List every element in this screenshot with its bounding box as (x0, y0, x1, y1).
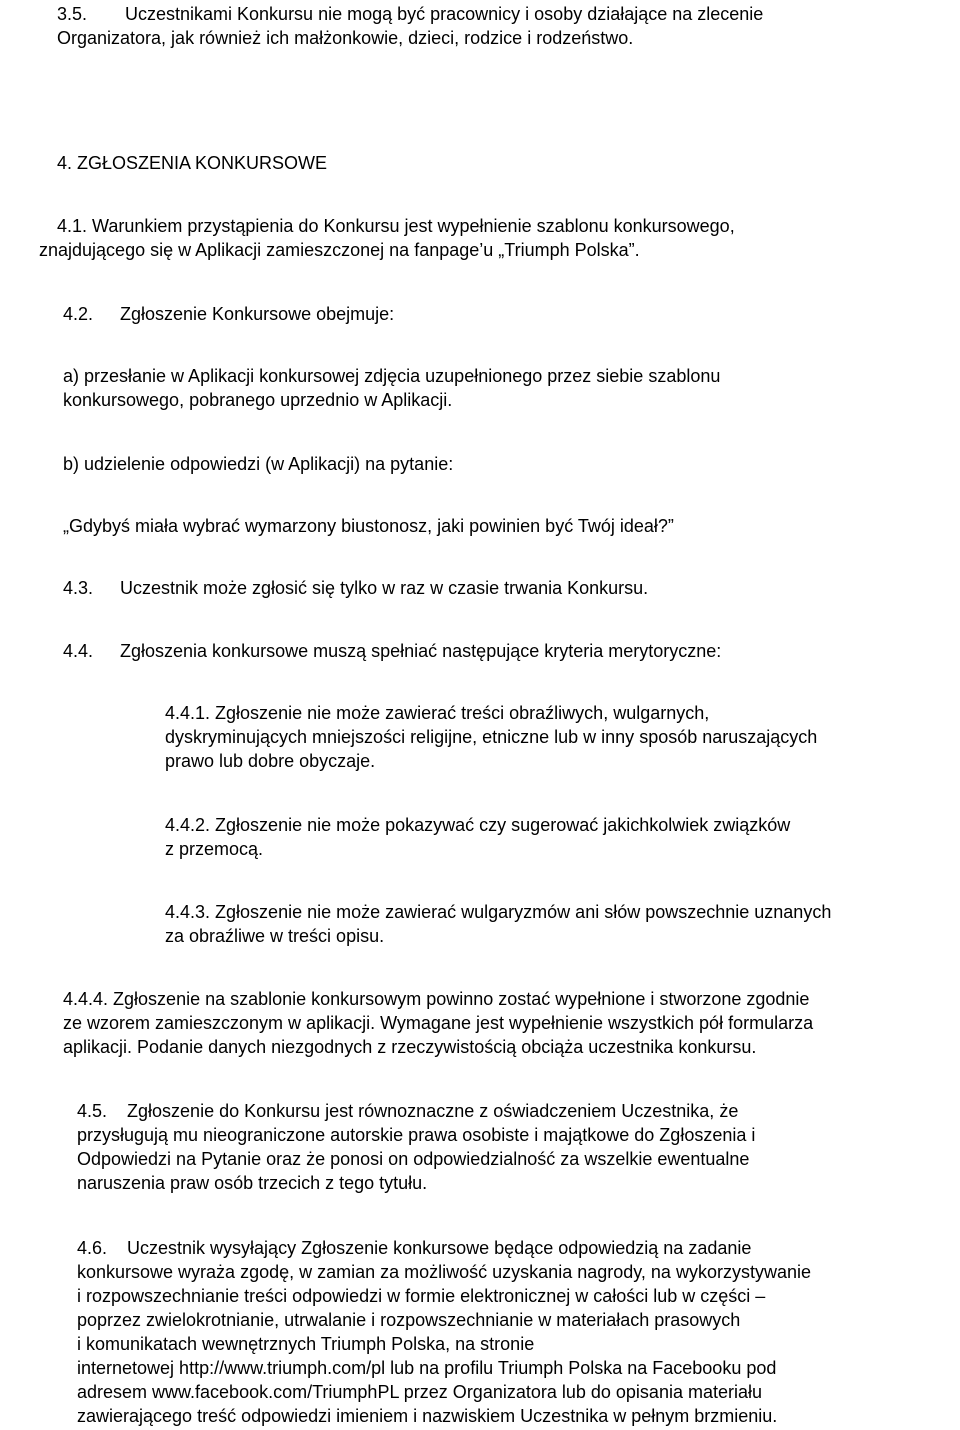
paragraph-line: 4.4.1. Zgłoszenie nie może zawierać treści obraźliwych, wulgarnych, (165, 703, 710, 723)
paragraph-line: poprzez zwielokrotnianie, utrwalanie i rozpowszechnianie w materiałach prasowych (77, 1310, 741, 1330)
item-b (63, 452, 453, 476)
section-4-5 (77, 1099, 755, 1195)
section-4-4-2 (165, 813, 790, 861)
paragraph-line: 4.1. Warunkiem przystąpienia do Konkursu jest wypełnienie szablonu konkursowego, (57, 216, 735, 236)
paragraph-line: 4.6. Uczestnik wysyłający Zgłoszenie konkursowe będące odpowiedzią na zadanie (77, 1238, 752, 1258)
section-4-4 (63, 639, 721, 663)
section-4-2 (63, 302, 394, 326)
paragraph-text: Zgłoszenie Konkursowe obejmuje: (120, 304, 395, 324)
paragraph-line: prawo lub dobre obyczaje. (165, 751, 376, 771)
section-number: 3.5. (57, 4, 88, 24)
section-number: 4.2. (63, 304, 94, 324)
section-number: 4.4. (63, 641, 94, 661)
heading-text: 4. ZGŁOSZENIA KONKURSOWE (57, 153, 328, 173)
paragraph-line: 4.4.3. Zgłoszenie nie może zawierać wulgaryzmów ani słów powszechnie uznanych (165, 902, 832, 922)
section-4-6 (77, 1236, 811, 1428)
paragraph-line: a) przesłanie w Aplikacji konkursowej zdjęcia uzupełnionego przez siebie szablonu (63, 366, 721, 386)
section-4-3 (63, 576, 648, 600)
paragraph-line: Odpowiedzi na Pytanie oraz że ponosi on odpowiedzialność za wszelkie ewentualne (77, 1149, 750, 1169)
paragraph-line: internetowej http://www.triumph.com/pl lub na profilu Triumph Polska na Facebooku pod (77, 1358, 777, 1378)
paragraph-line: 4.4.4. Zgłoszenie na szablonie konkursowym powinno zostać wypełnione i stworzone zgodnie (63, 989, 810, 1009)
paragraph-line: za obraźliwe w treści opisu. (165, 926, 385, 946)
section-4-4-4 (63, 987, 813, 1059)
paragraph-line: konkursowego, pobranego uprzednio w Aplikacji. (63, 390, 453, 410)
paragraph-line: dyskryminujących mniejszości religijne, etniczne lub w inny sposób naruszających (165, 727, 818, 747)
paragraph-text: Zgłoszenia konkursowe muszą spełniać następujące kryteria merytoryczne: (120, 641, 722, 661)
paragraph-line: adresem www.facebook.com/TriumphPL przez Organizatora lub do opisania materiału (77, 1382, 762, 1402)
section-4-4-1 (165, 701, 817, 773)
paragraph-line: zawierającego treść odpowiedzi imieniem i nazwiskiem Uczestnika w pełnym brzmieniu. (77, 1406, 778, 1426)
paragraph-line: aplikacji. Podanie danych niezgodnych z rzeczywistością obciąża uczestnika konkursu. (63, 1037, 757, 1057)
paragraph-line: i rozpowszechnianie treści odpowiedzi w formie elektronicznej w całości lub w części – (77, 1286, 766, 1306)
contest-question (63, 514, 674, 538)
paragraph-line: konkursowe wyraża zgodę, w zamian za możliwość uzyskania nagrody, na wykorzystywanie (77, 1262, 811, 1282)
section-4-4-3 (165, 900, 831, 948)
section-3-5 (57, 2, 763, 50)
paragraph-line: znajdującego się w Aplikacji zamieszczonej na fanpage’u „Triumph Polska”. (39, 240, 640, 260)
item-a (63, 364, 720, 412)
paragraph-line: 4.5. Zgłoszenie do Konkursu jest równoznaczne z oświadczeniem Uczestnika, że (77, 1101, 739, 1121)
paragraph-text: Uczestnik może zgłosić się tylko w raz w czasie trwania Konkursu. (120, 578, 649, 598)
paragraph-line: z przemocą. (165, 839, 264, 859)
paragraph-line: przysługują mu nieograniczone autorskie prawa osobiste i majątkowe do Zgłoszenia i (77, 1125, 756, 1145)
paragraph-line: Organizatora, jak również ich małżonkowie, dzieci, rodzice i rodzeństwo. (57, 28, 634, 48)
paragraph-line: Uczestnikami Konkursu nie mogą być pracownicy i osoby działające na zlecenie (125, 4, 764, 24)
paragraph-line: b) udzielenie odpowiedzi (w Aplikacji) na pytanie: (63, 454, 454, 474)
section-heading (57, 151, 327, 175)
question-text: „Gdybyś miała wybrać wymarzony biustonosz, jaki powinien być Twój ideał?” (63, 516, 674, 536)
section-4-1 (39, 214, 735, 262)
paragraph-line: naruszenia praw osób trzecich z tego tytułu. (77, 1173, 428, 1193)
paragraph-line: ze wzorem zamieszczonym w aplikacji. Wymagane jest wypełnienie wszystkich pół formularza (63, 1013, 814, 1033)
section-number: 4.3. (63, 578, 94, 598)
paragraph-line: i komunikatach wewnętrznych Triumph Polska, na stronie (77, 1334, 535, 1354)
paragraph-line: 4.4.2. Zgłoszenie nie może pokazywać czy sugerować jakichkolwiek związków (165, 815, 791, 835)
